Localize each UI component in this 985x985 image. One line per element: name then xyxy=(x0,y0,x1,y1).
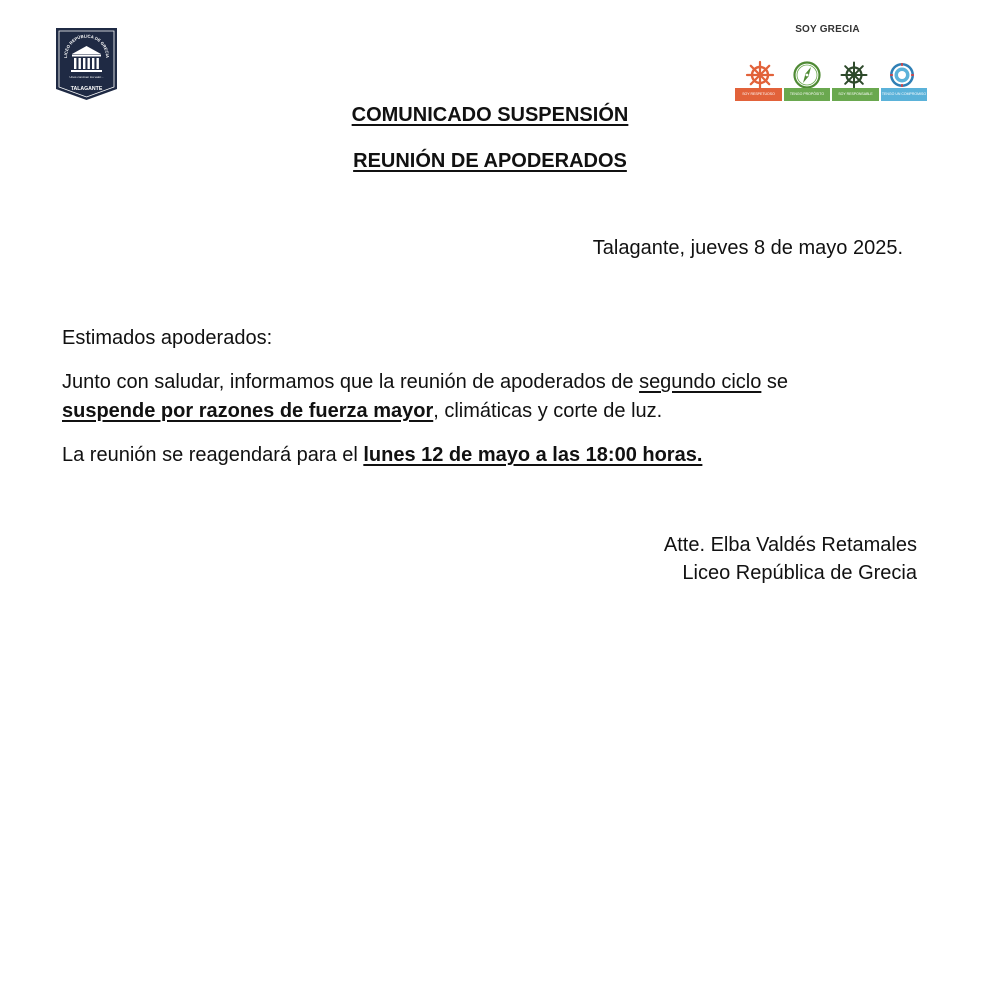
value-label-responsable: SOY RESPONSABLE xyxy=(832,88,879,101)
ship-wheel-icon xyxy=(745,60,775,90)
helm-icon xyxy=(839,60,869,90)
paragraph-text: se xyxy=(761,371,789,393)
value-label-respetuoso: SOY RESPETUOSO xyxy=(735,88,782,101)
school-city: TALAGANTE xyxy=(70,86,103,92)
lifebuoy-icon xyxy=(887,60,917,90)
value-label-proposito: TENGO PROPÓSITO xyxy=(784,88,830,101)
new-date-text: lunes 12 de mayo a las 18:00 horas. xyxy=(363,444,703,466)
suspension-reason-text: suspende por razones de fuerza mayor xyxy=(62,400,434,422)
date-line: Talagante, jueves 8 de mayo 2025. xyxy=(592,237,903,259)
brand-title: SOY GRECIA xyxy=(795,24,860,35)
signature-name: Atte. Elba Valdés Retamales xyxy=(663,534,917,556)
soy-grecia-brand xyxy=(735,24,930,104)
signature-block xyxy=(664,531,917,587)
paragraph-reschedule xyxy=(62,441,922,470)
value-label-compromiso: TENGO UN COMPROMISO xyxy=(881,88,927,101)
greeting: Estimados apoderados: xyxy=(62,327,273,349)
compass-icon xyxy=(792,60,822,90)
segundo-ciclo-text: segundo ciclo xyxy=(639,371,762,393)
school-motto: Unos conviven los valor... xyxy=(69,75,104,79)
paragraph-text: La reunión se reagendará para el xyxy=(62,444,364,466)
paragraph-text: Junto con saludar, informamos que la reunión de apoderados de xyxy=(62,371,640,393)
school-crest-icon xyxy=(55,27,118,101)
paragraph-suspension xyxy=(62,368,922,426)
page-title-line-1: COMUNICADO SUSPENSIÓN xyxy=(351,104,629,126)
page-title-line-2: REUNIÓN DE APODERADOS xyxy=(353,150,627,172)
signature-institution: Liceo República de Grecia xyxy=(682,562,917,584)
school-arc-text: LICEO REPÚBLICA DE GRECIA xyxy=(62,33,111,59)
letter-body xyxy=(62,324,922,470)
paragraph-text: , climáticas y corte de luz. xyxy=(433,400,663,422)
